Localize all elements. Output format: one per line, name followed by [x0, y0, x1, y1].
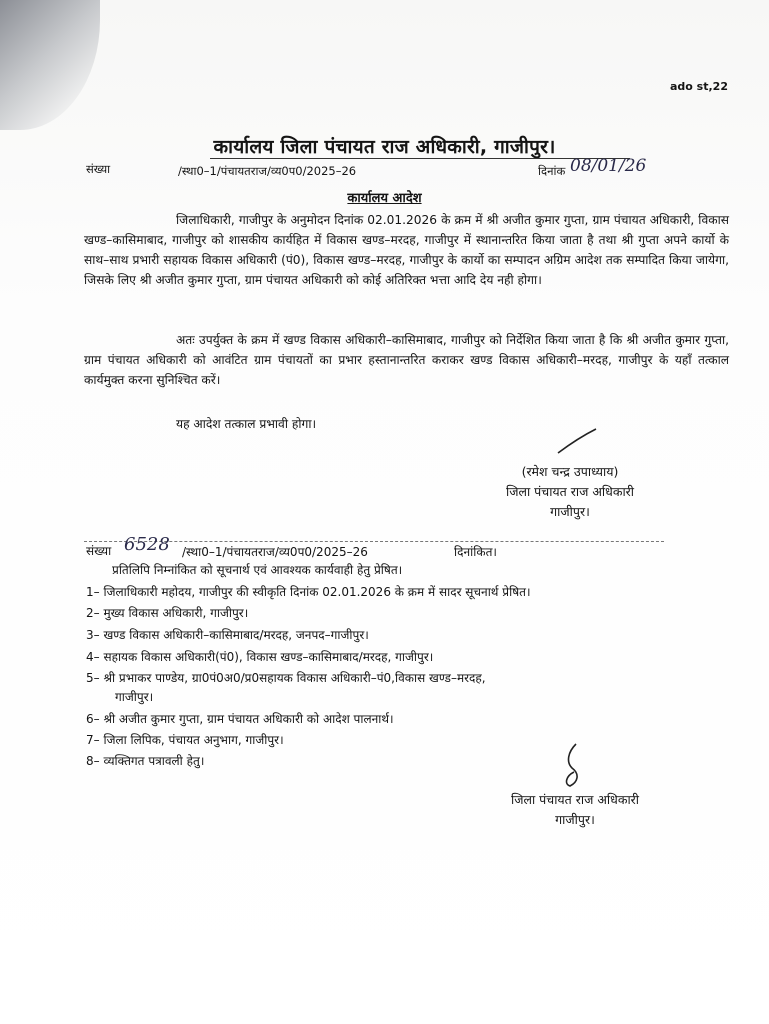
list-item: 4– सहायक विकास अधिकारी(पं0), विकास खण्ड–कासिमाबाद/मरदह, गाजीपुर। [86, 650, 434, 664]
signatory-place: गाजीपुर। [550, 504, 590, 519]
handwritten-dispatch-number: 6528 [124, 534, 170, 555]
order-paragraph-1: जिलाधिकारी, गाजीपुर के अनुमोदन दिनांक 02.01.2026 के क्रम में श्री अजीत कुमार गुप्ता, ग्राम पंचायत अधिकारी, विकास खण्ड–कासिमाबाद, गाजीपुर को शासकीय कार्यहित में विकास खण्ड–मरदह, गाजीपुर में स्थानान्तरित किया जाता है तथा श्री गुप्ता अपने कार्यो के साथ–साथ प्रभारी सहायक विकास अधिकारी (पं0), विकास खण्ड–मरदह, गाजीपुर के कार्यो का सम्पादन अग्रिम आदेश तक सम्पादित किया जायेगा, जिसके लिए श्री अजीत कुमार गुप्ता, ग्राम पंचायत अधिकारी को कोई अतिरिक्त भत्ता आदि देय नही होगा। [84, 213, 729, 287]
copy-date-label: दिनांकित। [454, 545, 497, 559]
list-item: 5– श्री प्रभाकर पाण्डेय, ग्रा0पं0अ0/प्र0सहायक विकास अधिकारी–पं0,विकास खण्ड–मरदह, [86, 671, 486, 685]
initial-signature [558, 740, 588, 790]
list-item: 6– श्री अजीत कुमार गुप्ता, ग्राम पंचायत अधिकारी को आदेश पालनार्थ। [86, 712, 394, 726]
order-paragraph-2: अतः उपर्युक्त के क्रम में खण्ड विकास अधिकारी–कासिमाबाद, गाजीपुर को निर्देशित किया जाता है कि श्री अजीत कुमार गुप्ता, ग्राम पंचायत अधिकारी को आवंटित ग्राम पंचायतों का प्रभार हस्तानान्तरित कराकर खण्ड विकास अधिकारी–मरदह, गाजीपुर के यहाँ तत्काल कार्यमुक्त करना सुनिश्चित करें। [84, 333, 729, 387]
corner-note: ado st,22 [670, 80, 728, 93]
signature-block-2 [470, 790, 680, 830]
order-heading: कार्यालय आदेश [347, 191, 422, 206]
list-item: 7– जिला लिपिक, पंचायत अनुभाग, गाजीपुर। [86, 733, 284, 747]
copy-intro: प्रतिलिपि निम्नांकित को सूचनार्थ एवं आवश्यक कार्यवाही हेतु प्रेषित। [112, 563, 403, 577]
signatory-name: (रमेश चन्द्र उपाध्याय) [521, 464, 619, 479]
list-item: 2– मुख्य विकास अधिकारी, गाजीपुर। [86, 606, 249, 620]
handwritten-date: 08/01/26 [570, 156, 647, 176]
signatory-designation: जिला पंचायत राज अधिकारी [510, 792, 640, 807]
list-item-continuation: गाजीपुर। [115, 690, 154, 704]
reference-number: /स्था0–1/पंचायतराज/व्य0प0/2025–26 [178, 164, 357, 178]
section-divider [84, 541, 664, 543]
list-item: 8– व्यक्तिगत पत्रावली हेतु। [86, 754, 205, 768]
title-underline [210, 158, 630, 159]
order-paragraph-3: यह आदेश तत्काल प्रभावी होगा। [176, 417, 317, 431]
date-label: दिनांक [538, 164, 566, 178]
copy-reference-number: /स्था0–1/पंचायतराज/व्य0प0/2025–26 [182, 545, 368, 559]
list-item: 1– जिलाधिकारी महोदय, गाजीपुर की स्वीकृति दिनांक 02.01.2026 के क्रम में सादर सूचनार्थ प्रेषित। [86, 585, 531, 599]
list-item: 3– खण्ड विकास अधिकारी–कासिमाबाद/मरदह, जनपद–गाजीपुर। [86, 628, 369, 642]
folded-corner-shadow [0, 0, 100, 130]
signature-stroke [556, 426, 600, 456]
copy-number-label: संख्या [86, 544, 112, 558]
signatory-place: गाजीपुर। [555, 812, 595, 827]
office-title: कार्यालय जिला पंचायत राज अधिकारी, गाजीपुर। [213, 136, 556, 158]
number-label: संख्या [86, 162, 111, 176]
signature-block-1 [470, 462, 670, 522]
signatory-designation: जिला पंचायत राज अधिकारी [505, 484, 635, 499]
